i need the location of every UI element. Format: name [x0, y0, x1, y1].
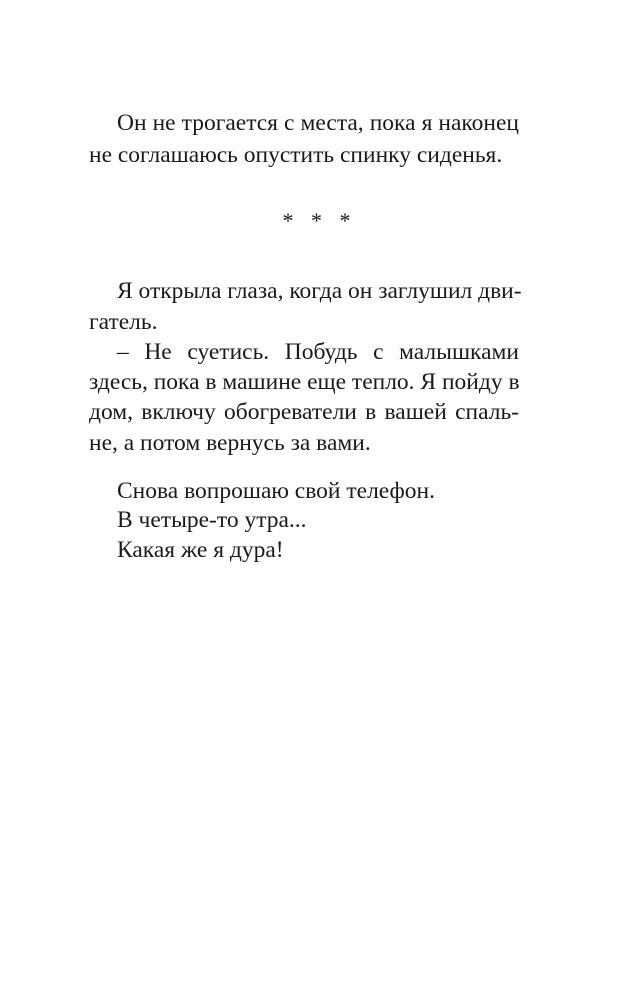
paragraph-line: Я открыла глаза, когда он заглушил дви- [117, 278, 522, 304]
dialogue-line: – Не суетись. Побудь с малышками [117, 339, 519, 365]
paragraph-line: здесь, пока в машине еще тепло. Я пойду в [89, 369, 520, 395]
paragraph-line: Он не трогается с места, пока я наконец [117, 110, 519, 136]
paragraph-line: гатель. [89, 309, 158, 335]
paragraph-line: Какая же я дура! [117, 537, 284, 563]
paragraph-line: Снова вопрошаю свой телефон. [117, 478, 435, 504]
section-separator: * * * [282, 208, 357, 233]
paragraph-line: В четыре-то утра... [117, 507, 307, 533]
paragraph-line: не соглашаюсь опустить спинку сиденья. [89, 142, 503, 168]
paragraph-line: дом, включу обогреватели в вашей спаль- [89, 399, 519, 425]
paragraph-line: не, а потом вернусь за вами. [89, 430, 371, 456]
